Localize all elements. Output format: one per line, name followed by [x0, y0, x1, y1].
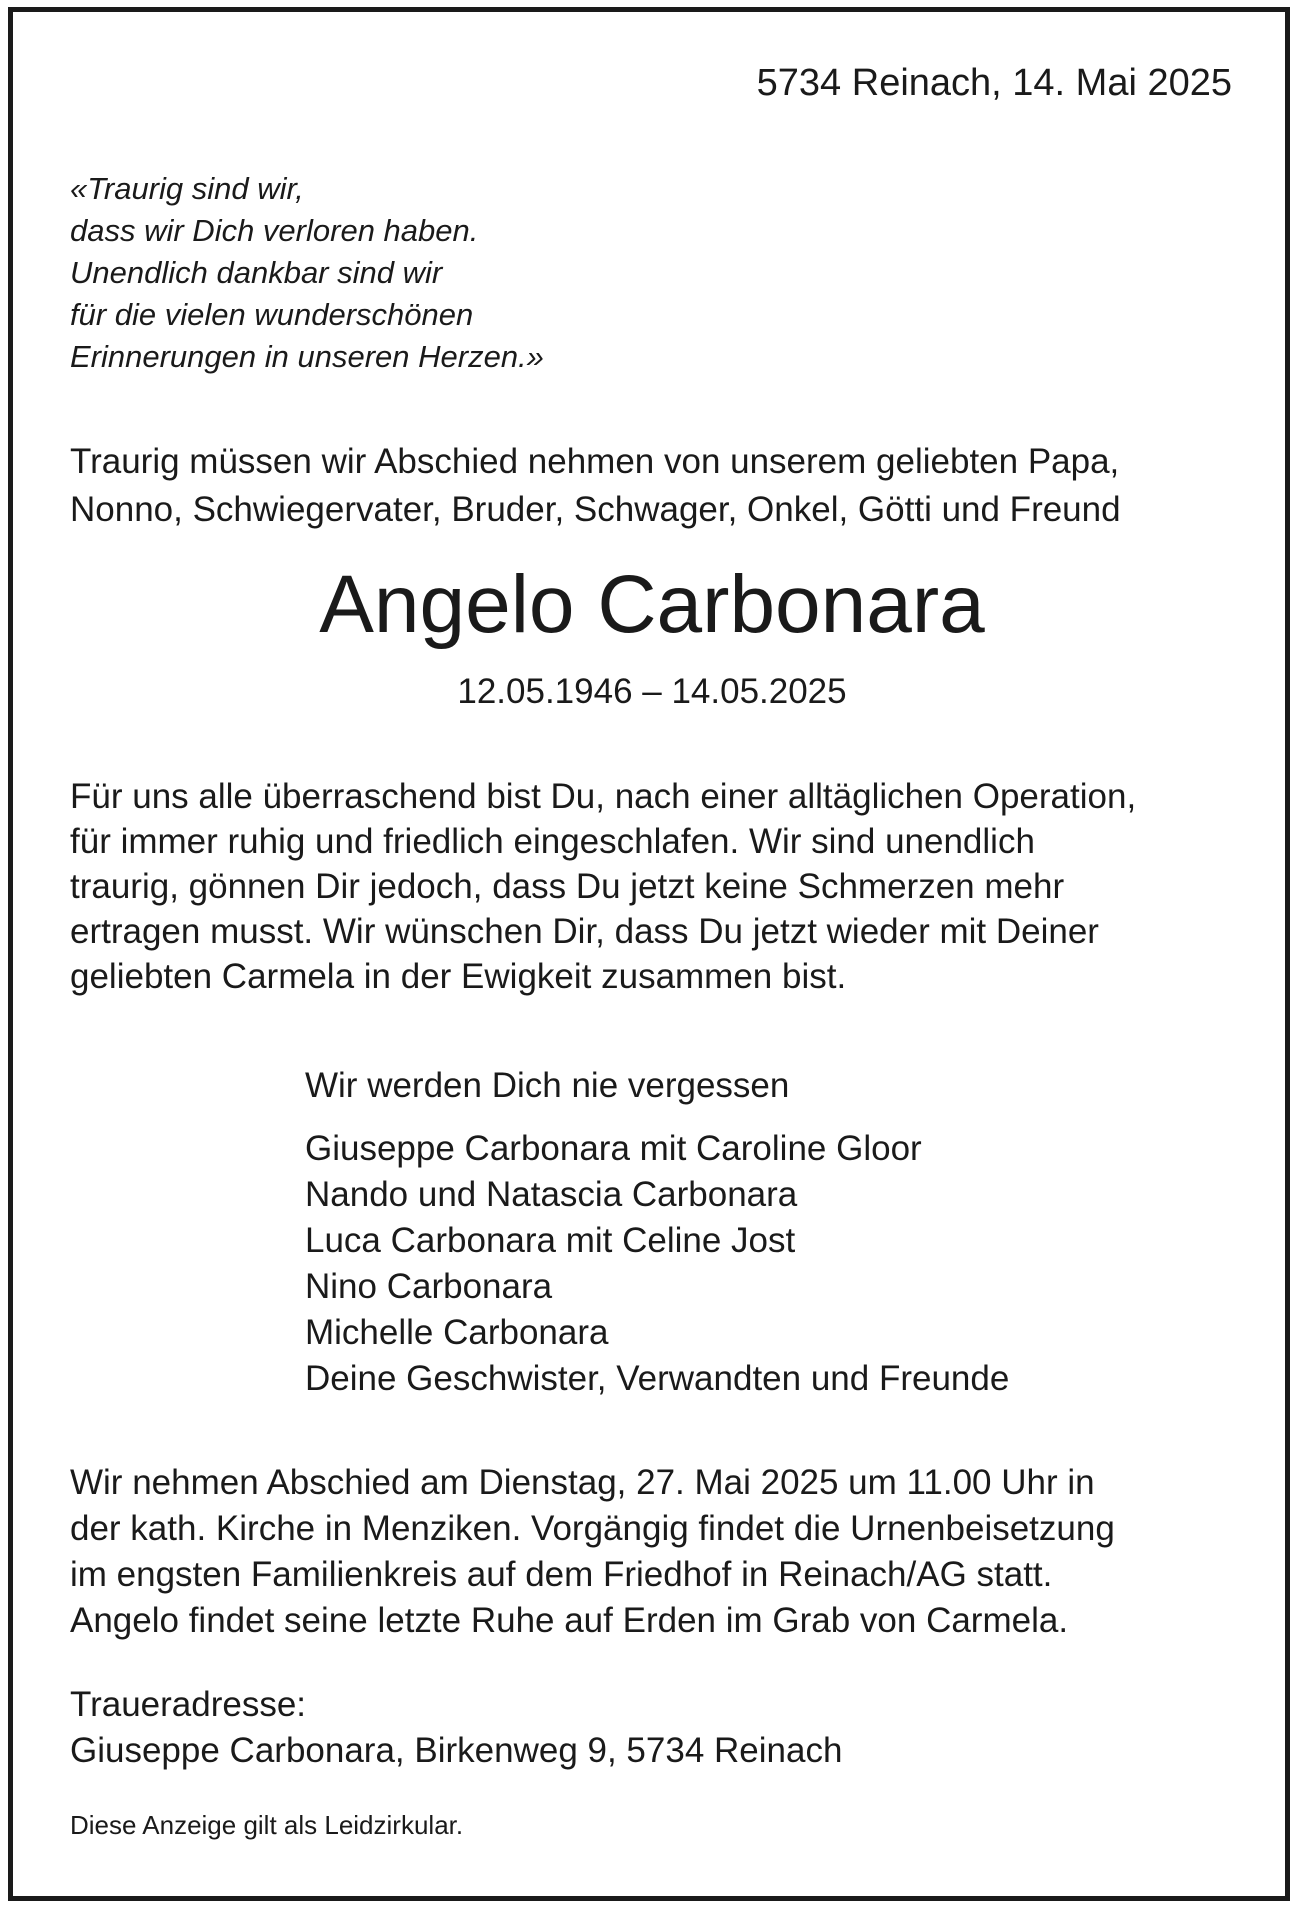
- ceremony-line: Angelo findet seine letzte Ruhe auf Erden im Grab von Carmela.: [70, 1601, 1069, 1640]
- poem-line: «Traurig sind wir,: [70, 171, 304, 206]
- poem-line: Unendlich dankbar sind wir: [70, 255, 443, 290]
- poem-line: Erinnerungen in unseren Herzen.»: [70, 339, 544, 374]
- poem: [70, 168, 544, 378]
- intro-line: Traurig müssen wir Abschied nehmen von unserem geliebten Papa,: [70, 442, 1120, 481]
- ceremony-line: der kath. Kirche in Menziken. Vorgängig findet die Urnenbeisetzung: [70, 1509, 1115, 1548]
- mourners-list: [305, 1126, 1009, 1402]
- poem-line: für die vielen wunderschönen: [70, 297, 474, 332]
- message-line: für immer ruhig und friedlich eingeschlafen. Wir sind unendlich: [70, 822, 1035, 861]
- message-line: geliebten Carmela in der Ewigkeit zusammen bist.: [70, 957, 847, 996]
- deceased-name: Angelo Carbonara: [319, 559, 985, 650]
- message-line: Für uns alle überraschend bist Du, nach einer alltäglichen Operation,: [70, 777, 1137, 816]
- intro-text: [70, 438, 1121, 534]
- mourner-item: Giuseppe Carbonara mit Caroline Gloor: [305, 1129, 922, 1168]
- forget-line: Wir werden Dich nie vergessen: [305, 1066, 790, 1105]
- mourner-item: Deine Geschwister, Verwandten und Freunde: [305, 1359, 1010, 1398]
- mourner-item: Michelle Carbonara: [305, 1313, 609, 1352]
- mourner-item: Luca Carbonara mit Celine Jost: [305, 1221, 796, 1260]
- message-line: traurig, gönnen Dir jedoch, dass Du jetzt keine Schmerzen mehr: [70, 867, 1065, 906]
- intro-line: Nonno, Schwiegervater, Bruder, Schwager, Onkel, Götti und Freund: [70, 490, 1121, 529]
- mourning-address: [70, 1682, 842, 1774]
- lifespan-dates: 12.05.1946 – 14.05.2025: [457, 672, 847, 711]
- mourner-item: Nino Carbonara: [305, 1267, 553, 1306]
- mourner-item: Nando und Natascia Carbonara: [305, 1175, 798, 1214]
- message-text: [70, 774, 1136, 999]
- poem-line: dass wir Dich verloren haben.: [70, 213, 479, 248]
- message-line: ertragen musst. Wir wünschen Dir, dass Du jetzt wieder mit Deiner: [70, 912, 1099, 951]
- address-value: Giuseppe Carbonara, Birkenweg 9, 5734 Reinach: [70, 1731, 843, 1770]
- ceremony-text: [70, 1460, 1115, 1644]
- ceremony-line: Wir nehmen Abschied am Dienstag, 27. Mai 2025 um 11.00 Uhr in: [70, 1463, 1095, 1502]
- ceremony-line: im engsten Familienkreis auf dem Friedhof in Reinach/AG statt.: [70, 1555, 1053, 1594]
- footer-note: Diese Anzeige gilt als Leidzirkular.: [70, 1810, 464, 1840]
- address-label: Traueradresse:: [70, 1685, 307, 1724]
- place-date: 5734 Reinach, 14. Mai 2025: [756, 62, 1232, 104]
